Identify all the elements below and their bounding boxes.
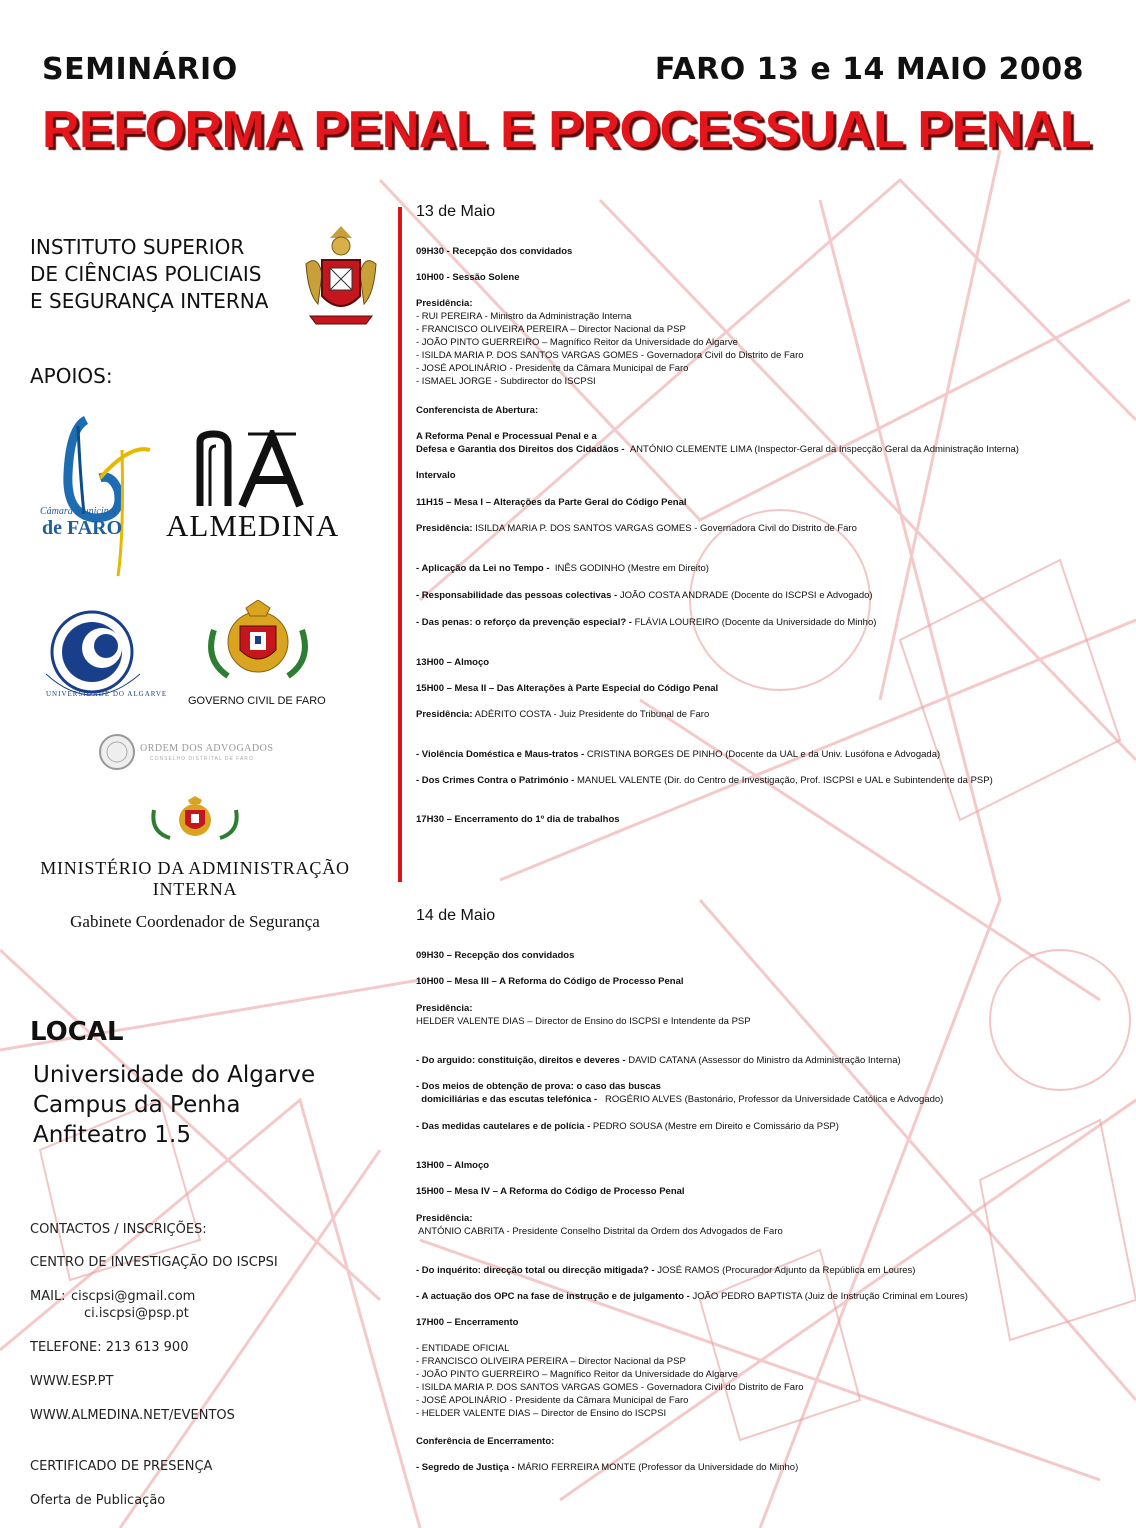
mesa1-pres-label: Presidência:: [416, 523, 473, 534]
day2-encerramento: 17H00 – Encerramento: [416, 1317, 519, 1328]
mail-label: MAIL:: [30, 1289, 66, 1304]
certificado: CERTIFICADO DE PRESENÇA: [30, 1459, 213, 1474]
day2-almoco: 13H00 – Almoço: [416, 1160, 490, 1171]
mesa2-pres-label: Presidência:: [416, 709, 473, 720]
day2-mesa3-pres: [416, 1002, 751, 1028]
enc-item: - ISILDA MARIA P. DOS SANTOS VARGAS GOMES - Governadora Civil do Distrito de Faro: [416, 1382, 804, 1393]
day1-conf: [416, 430, 1019, 456]
enc-item: - HELDER VALENTE DIAS – Director de Ensino do ISCPSI: [416, 1408, 667, 1419]
day2-m3-1: [416, 1054, 901, 1067]
mesa1-pres-name: ISILDA MARIA P. DOS SANTOS VARGAS GOMES - Governadora Civil do Distrito de Faro: [475, 523, 857, 534]
enc-item: - JOÃO PINTO GUERREIRO – Magnífico Reitor da Universidade do Algarve: [416, 1369, 738, 1380]
day1-almoco: 13H00 – Almoço: [416, 657, 490, 668]
m1-speaker: FLÁVIA LOUREIRO (Docente da Universidade do Minho): [634, 617, 877, 628]
pres-item: - JOÃO PINTO GUERREIRO – Magnífico Reitor da Universidade do Algarve: [416, 337, 738, 348]
day2-t0930: 09H30 – Recepção dos convidados: [416, 950, 575, 961]
ministerio-line-2: INTERNA: [152, 879, 238, 899]
m2-speaker: MANUEL VALENTE (Dir. do Centro de Investigação, Prof. ISCPSI e UAL e Subintendente da PSP): [577, 775, 993, 786]
local-line-2: Campus da Penha: [33, 1092, 241, 1118]
day1-m2-1: [416, 748, 940, 761]
pres-item: - ISMAEL JORGE - Subdirector do ISCPSI: [416, 376, 596, 387]
day2-conf: [416, 1461, 798, 1474]
local-address: [33, 1060, 315, 1150]
web-link-1[interactable]: WWW.ESP.PT: [30, 1374, 114, 1389]
gabinete-text: Gabinete Coordenador de Segurança: [70, 912, 320, 931]
ordem-advogados-text-2: CONSELHO DISTRITAL DE FARO: [150, 756, 254, 762]
faro-logo-text-1: Câmara Municipal: [40, 506, 117, 517]
m4-speaker: JOÃO PEDRO BAPTISTA (Juiz de Instrução Criminal em Loures): [692, 1291, 968, 1302]
local-title: LOCAL: [30, 1017, 124, 1047]
pres-item: - FRANCISCO OLIVEIRA PEREIRA – Director Nacional da PSP: [416, 324, 686, 335]
day1-mesa1: 11H15 – Mesa I – Alterações da Parte Geral do Código Penal: [416, 497, 687, 508]
conf-speaker: ANTÓNIO CLEMENTE LIMA (Inspector-Geral da Inspecção Geral da Administração Interna): [629, 444, 1019, 455]
mesa3-pres-name: HELDER VALENTE DIAS – Director de Ensino do ISCPSI e Intendente da PSP: [416, 1016, 751, 1027]
presidencia-label: Presidência:: [416, 298, 473, 309]
m2-speaker: CRISTINA BORGES DE PINHO (Docente da UAL e da Univ. Lusófona e Advogada): [586, 749, 941, 760]
oferta: Oferta de Publicação: [30, 1493, 166, 1508]
camara-faro-logo-icon: [40, 414, 152, 582]
pres-item: - JOSÉ APOLINÁRIO - Presidente da Câmara Municipal de Faro: [416, 363, 689, 374]
day1-mesa2-pres: [416, 708, 709, 721]
day1-intervalo: Intervalo: [416, 470, 456, 481]
day1-title: 13 de Maio: [416, 203, 496, 220]
mesa2-pres-name: ADÉRITO COSTA - Juiz Presidente do Tribunal de Faro: [474, 709, 710, 720]
m1-speaker: JOÃO COSTA ANDRADE (Docente do ISCPSI e Advogado): [619, 590, 873, 601]
day2-mesa3: 10H00 – Mesa III – A Reforma do Código de Processo Penal: [416, 976, 684, 987]
m4-topic: - A actuação dos OPC na fase de instrução e de julgamento -: [416, 1291, 690, 1302]
day2-m4-1: [416, 1264, 915, 1277]
day1-m2-2: [416, 774, 993, 787]
mai-crest-icon: [150, 796, 240, 842]
iscpsi-crest-icon: [300, 224, 382, 328]
day2-mesa4: 15H00 – Mesa IV – A Reforma do Código de Processo Penal: [416, 1186, 685, 1197]
institute-name: [30, 234, 268, 315]
m4-topic: - Do inquérito: direcção total ou direcção mitigada? -: [416, 1265, 655, 1276]
m2-topic: - Violência Doméstica e Maus-tratos -: [416, 749, 585, 760]
contacts-title: CONTACTOS / INSCRIÇÕES:: [30, 1222, 207, 1237]
enc-item: - JOSÉ APOLINÁRIO - Presidente da Câmara Municipal de Faro: [416, 1395, 689, 1406]
day2-m4-2: [416, 1290, 968, 1303]
enc-item: - ENTIDADE OFICIAL: [416, 1343, 510, 1354]
local-line-3: Anfiteatro 1.5: [33, 1122, 191, 1148]
day1-mesa1-pres: [416, 522, 857, 535]
day1-presidencia: [416, 297, 804, 388]
pres-item: - RUI PEREIRA - Ministro da Administração Interna: [416, 311, 632, 322]
almedina-text: ALMEDINA: [166, 508, 340, 543]
conf-title-2: Defesa e Garantia dos Direitos dos Cidadãos -: [416, 444, 625, 455]
enc-item: - FRANCISCO OLIVEIRA PEREIRA – Director Nacional da PSP: [416, 1356, 686, 1367]
mesa3-pres-label: Presidência:: [416, 1003, 473, 1014]
day2-conf-speaker: MÁRIO FERREIRA MONTE (Professor da Universidade do Minho): [517, 1462, 799, 1473]
m3-speaker: ROGÉRIO ALVES (Bastonário, Professor da Universidade Católica e Advogado): [605, 1094, 944, 1105]
faro-logo-text-2: de FARO: [42, 517, 123, 539]
conf-title-1: A Reforma Penal e Processual Penal e a: [416, 431, 597, 442]
day2-conf-label: Conferência de Encerramento:: [416, 1436, 555, 1447]
m1-topic: - Das penas: o reforço da prevenção especial? -: [416, 617, 632, 628]
ministerio-name: [26, 858, 364, 900]
day1-encerramento: 17H30 – Encerramento do 1º dia de trabalhos: [416, 814, 620, 825]
contacts-centro: CENTRO DE INVESTIGAÇÃO DO ISCPSI: [30, 1255, 278, 1270]
apoios-label: APOIOS:: [30, 364, 113, 388]
day1-conf-label: Conferencista de Abertura:: [416, 405, 539, 416]
m3-topic: - Das medidas cautelares e de polícia -: [416, 1121, 591, 1132]
ualg-text: UNIVERSIDADE DO ALGARVE: [46, 690, 168, 698]
m3-speaker: PEDRO SOUSA (Mestre em Direito e Comissário da PSP): [592, 1121, 839, 1132]
governo-civil-crest-icon: [204, 600, 312, 684]
web-link-2[interactable]: WWW.ALMEDINA.NET/EVENTOS: [30, 1408, 235, 1423]
day1-m1-3: [416, 616, 876, 629]
institute-line-3: E SEGURANÇA INTERNA: [30, 289, 269, 313]
day1-mesa2: 15H00 – Mesa II – Das Alterações à Parte Especial do Código Penal: [416, 683, 719, 694]
m3-topic: - Do arguido: constituição, direitos e deveres -: [416, 1055, 626, 1066]
telefone: TELEFONE: 213 613 900: [30, 1340, 189, 1355]
ministerio-line-1: MINISTÉRIO DA ADMINISTRAÇÃO: [40, 858, 350, 878]
page-title: REFORMA PENAL E PROCESSUAL PENAL: [42, 101, 1092, 159]
m1-topic: - Aplicação da Lei no Tempo -: [416, 563, 550, 574]
day1-t0930: 09H30 - Recepção dos convidados: [416, 246, 573, 257]
ordem-advogados-seal-icon: [98, 732, 136, 772]
day2-enc-list: [416, 1342, 804, 1420]
divider-line: [398, 207, 402, 882]
institute-line-2: DE CIÊNCIAS POLICIAIS: [30, 262, 262, 286]
day2-conf-title: - Segredo de Justiça -: [416, 1462, 515, 1473]
pres-item: - ISILDA MARIA P. DOS SANTOS VARGAS GOMES - Governadora Civil do Distrito de Faro: [416, 350, 804, 361]
event-date: FARO 13 e 14 MAIO 2008: [654, 52, 1084, 87]
day2-mesa4-pres: [416, 1212, 783, 1238]
m3-topic-cont: domiciliárias e das escutas telefónica -: [416, 1094, 598, 1105]
m3-topic: - Dos meios de obtenção de prova: o caso das buscas: [416, 1081, 661, 1092]
mesa4-pres-name: ANTÓNIO CABRITA - Presidente Conselho Distrital da Ordem dos Advogados de Faro: [416, 1226, 783, 1237]
seminar-label: SEMINÁRIO: [42, 52, 238, 87]
m3-speaker: DAVID CATANA (Assessor do Ministro da Administração Interna): [628, 1055, 901, 1066]
mesa4-pres-label: Presidência:: [416, 1213, 473, 1224]
ordem-advogados-text-1: ORDEM DOS ADVOGADOS: [140, 743, 274, 754]
m2-topic: - Dos Crimes Contra o Património -: [416, 775, 575, 786]
governo-civil-text: GOVERNO CIVIL DE FARO: [188, 695, 326, 707]
day2-title: 14 de Maio: [416, 907, 496, 924]
day2-m3-3: [416, 1120, 839, 1133]
day2-m3-2: [416, 1080, 943, 1106]
day1-m1-2: [416, 589, 873, 602]
institute-line-1: INSTITUTO SUPERIOR: [30, 235, 245, 259]
mail-link-1[interactable]: ciscpsi@gmail.com: [71, 1289, 196, 1304]
mail-link-2[interactable]: ci.iscpsi@psp.pt: [84, 1306, 189, 1321]
day1-t1000: 10H00 - Sessão Solene: [416, 272, 520, 283]
m1-speaker: INÊS GODINHO (Mestre em Direito): [554, 563, 709, 574]
day1-m1-1: [416, 562, 709, 575]
m4-speaker: JOSÉ RAMOS (Procurador Adjunto da República em Loures): [657, 1265, 916, 1276]
m1-topic: - Responsabilidade das pessoas colectivas -: [416, 590, 618, 601]
local-line-1: Universidade do Algarve: [33, 1062, 316, 1088]
almedina-logo-icon: [196, 430, 306, 508]
